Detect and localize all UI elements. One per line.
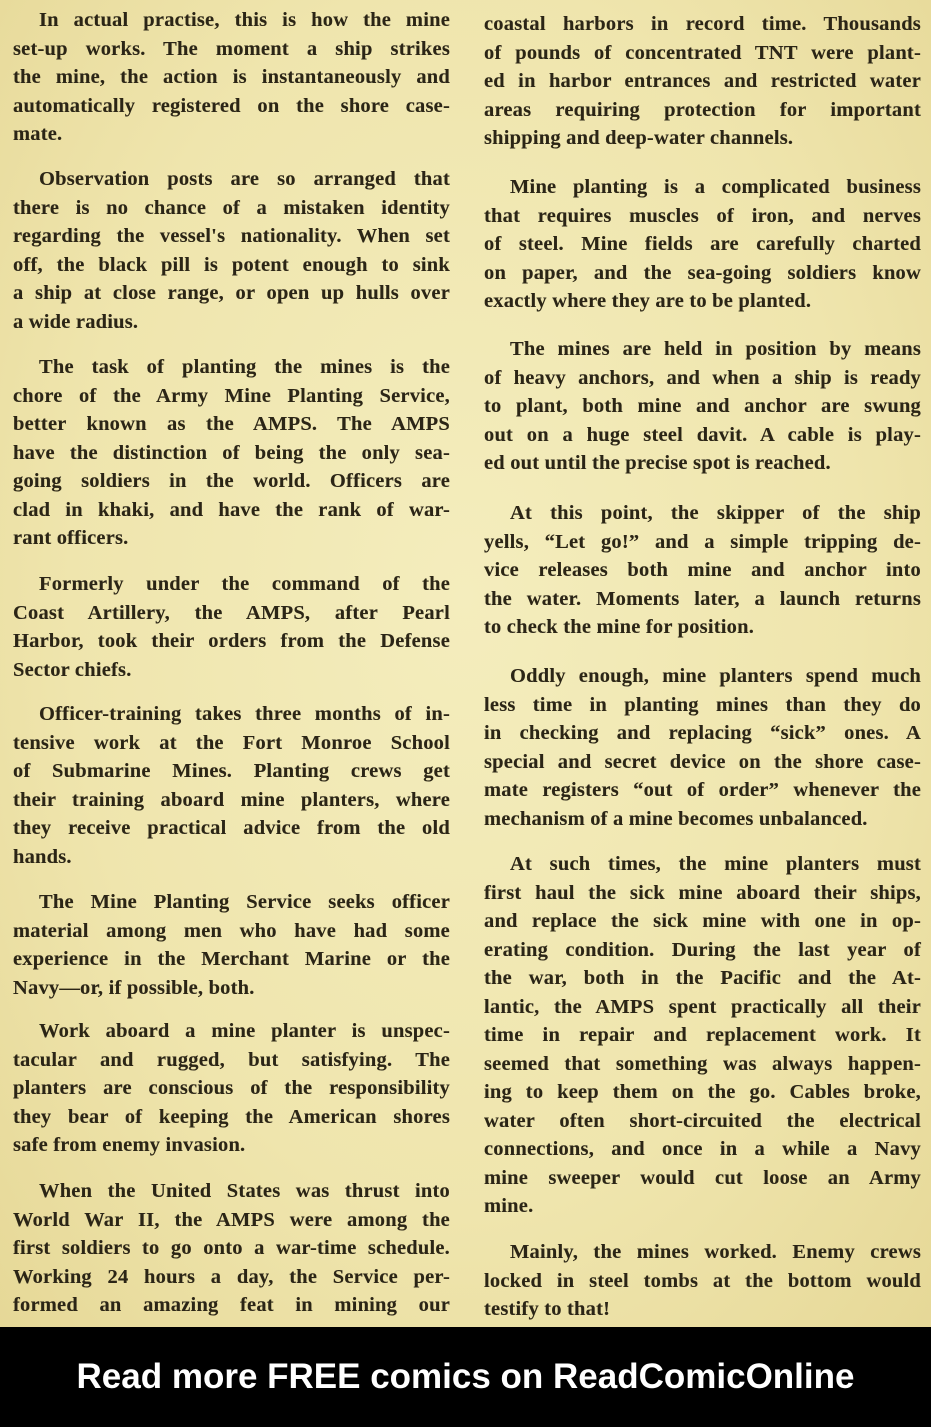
text-line: connections, and once in a while a Navy	[484, 1138, 921, 1160]
paragraph	[484, 1238, 921, 1324]
text-line: to plant, both mine and anchor are swung	[484, 395, 921, 417]
text-line: hands.	[13, 845, 72, 868]
text-line: The Mine Planting Service seeks officer	[39, 891, 450, 913]
text-line: a ship at close range, or open up hulls over	[13, 282, 450, 304]
text-line: Working 24 hours a day, the Service per-	[13, 1265, 450, 1288]
text-line: mate registers “out of order” whenever the	[484, 779, 921, 801]
paragraph	[484, 173, 921, 316]
text-line: The task of planting the mines is the	[39, 356, 450, 378]
paragraph	[484, 850, 921, 1221]
text-line: mine.	[484, 1195, 534, 1217]
text-line: that requires muscles of iron, and nerves	[484, 204, 921, 227]
text-line: testify to that!	[484, 1298, 611, 1320]
text-line: of pounds of concentrated TNT were plant-	[484, 41, 921, 64]
text-line: of steel. Mine fields are carefully charted	[484, 233, 921, 255]
text-line: in checking and replacing “sick” ones. A	[484, 722, 921, 744]
text-line: At such times, the mine planters must	[510, 853, 921, 875]
text-line: chore of the Army Mine Planting Service,	[13, 384, 450, 407]
text-line: the water. Moments later, a launch returns	[484, 587, 921, 610]
text-line: mechanism of a mine becomes unbalanced.	[484, 807, 868, 830]
paragraph	[484, 10, 921, 153]
text-line: mine sweeper would cut loose an Army	[484, 1166, 921, 1189]
text-line: rant officers.	[13, 527, 129, 549]
paragraph	[13, 570, 450, 684]
paragraph	[13, 888, 450, 1002]
text-line: exactly where they are to be planted.	[484, 290, 812, 312]
paragraph	[13, 6, 450, 149]
text-line: safe from enemy invasion.	[13, 1134, 246, 1156]
text-line: Oddly enough, mine planters spend much	[510, 665, 921, 687]
text-line: In actual practise, this is how the mine	[39, 9, 450, 31]
text-line: Harbor, took their orders from the Defense	[13, 630, 450, 652]
text-line: the mine, the action is instantaneously and	[13, 66, 450, 88]
text-line: of heavy anchors, and when a ship is ready	[484, 366, 921, 389]
text-line: they receive practical advice from the old	[13, 817, 450, 839]
text-line: Mine planting is a complicated business	[510, 176, 921, 198]
text-line: water often short-circuited the electrical	[484, 1109, 921, 1132]
text-line: clad in khaki, and have the rank of war-	[13, 498, 450, 521]
text-line: tensive work at the Fort Monroe School	[13, 731, 450, 754]
text-line: special and secret device on the shore case-	[484, 750, 921, 773]
text-line: automatically registered on the shore case-	[13, 94, 450, 117]
text-line: their training aboard mine planters, where	[13, 788, 450, 811]
text-line: set-up works. The moment a ship strikes	[13, 37, 450, 60]
text-line: Work aboard a mine planter is unspec-	[39, 1020, 450, 1042]
text-line: Mainly, the mines worked. Enemy crews	[510, 1241, 921, 1263]
text-line: seemed that something was always happen-	[484, 1052, 921, 1075]
text-line: experience in the Merchant Marine or the	[13, 948, 450, 970]
text-line: World War II, the AMPS were among the	[13, 1208, 450, 1231]
paragraph	[13, 1017, 450, 1160]
text-line: erating condition. During the last year of	[484, 938, 921, 961]
text-line: of Submarine Mines. Planting crews get	[13, 760, 450, 782]
text-line: on paper, and the sea-going soldiers know	[484, 261, 921, 284]
paragraph	[484, 499, 921, 642]
text-line: Officer-training takes three months of in-	[39, 703, 450, 725]
text-line: tacular and rugged, but satisfying. The	[13, 1048, 450, 1071]
text-line: planters are conscious of the responsibility	[13, 1077, 450, 1099]
text-line: When the United States was thrust into	[39, 1180, 450, 1202]
text-line: Sector chiefs.	[13, 658, 132, 681]
text-line: areas requiring protection for important	[484, 98, 921, 121]
paragraph	[13, 353, 450, 553]
text-line: regarding the vessel's nationality. When set	[13, 225, 450, 247]
text-line: a wide radius.	[13, 310, 139, 333]
text-line: Navy—or, if possible, both.	[13, 976, 255, 999]
text-line: and replace the sick mine with one in op-	[484, 910, 921, 932]
text-line: to check the mine for position.	[484, 616, 755, 638]
text-line: have the distinction of being the only sea-	[13, 441, 450, 464]
text-line: less time in planting mines than they do	[484, 693, 921, 716]
paragraph	[484, 662, 921, 833]
text-line: first soldiers to go onto a war-time schedule.	[13, 1237, 450, 1259]
text-line: ing to keep them on the go. Cables broke,	[484, 1081, 921, 1103]
promo-banner[interactable]	[0, 1327, 931, 1427]
text-line: the war, both in the Pacific and the At-	[484, 967, 921, 989]
text-line: going soldiers in the world. Officers are	[13, 470, 450, 492]
text-line: better known as the AMPS. The AMPS	[13, 413, 450, 435]
text-line: Observation posts are so arranged that	[39, 168, 450, 190]
promo-banner-text[interactable]: Read more FREE comics on ReadComicOnline	[76, 1357, 855, 1396]
text-line: The mines are held in position by means	[510, 338, 921, 360]
text-line: first haul the sick mine aboard their ships,	[484, 881, 921, 904]
text-line: yells, “Let go!” and a simple tripping de-	[484, 530, 921, 553]
text-line: there is no chance of a mistaken identity	[13, 196, 450, 219]
text-line: At this point, the skipper of the ship	[510, 502, 921, 524]
text-line: out on a huge steel davit. A cable is play-	[484, 423, 921, 446]
text-line: coastal harbors in record time. Thousands	[484, 13, 921, 35]
paragraph	[13, 165, 450, 336]
paragraph	[484, 335, 921, 478]
text-line: ed in harbor entrances and restricted water	[484, 70, 921, 92]
text-line: lantic, the AMPS spent practically all their	[484, 995, 921, 1018]
text-line: time in repair and replacement work. It	[484, 1024, 921, 1046]
text-line: mate.	[13, 123, 63, 145]
text-line: Coast Artillery, the AMPS, after Pearl	[13, 601, 450, 624]
text-line: off, the black pill is potent enough to sink	[13, 253, 450, 276]
paragraph	[13, 700, 450, 871]
text-line: ed out until the precise spot is reached.	[484, 452, 831, 474]
text-line: shipping and deep-water channels.	[484, 127, 794, 149]
text-line: vice releases both mine and anchor into	[484, 559, 921, 581]
text-line: Formerly under the command of the	[39, 573, 450, 595]
text-line: locked in steel tombs at the bottom would	[484, 1269, 921, 1292]
text-line: material among men who have had some	[13, 919, 450, 942]
text-line: formed an amazing feat in mining our	[13, 1294, 450, 1316]
paragraph	[13, 1177, 450, 1320]
text-line: they bear of keeping the American shores	[13, 1105, 450, 1128]
